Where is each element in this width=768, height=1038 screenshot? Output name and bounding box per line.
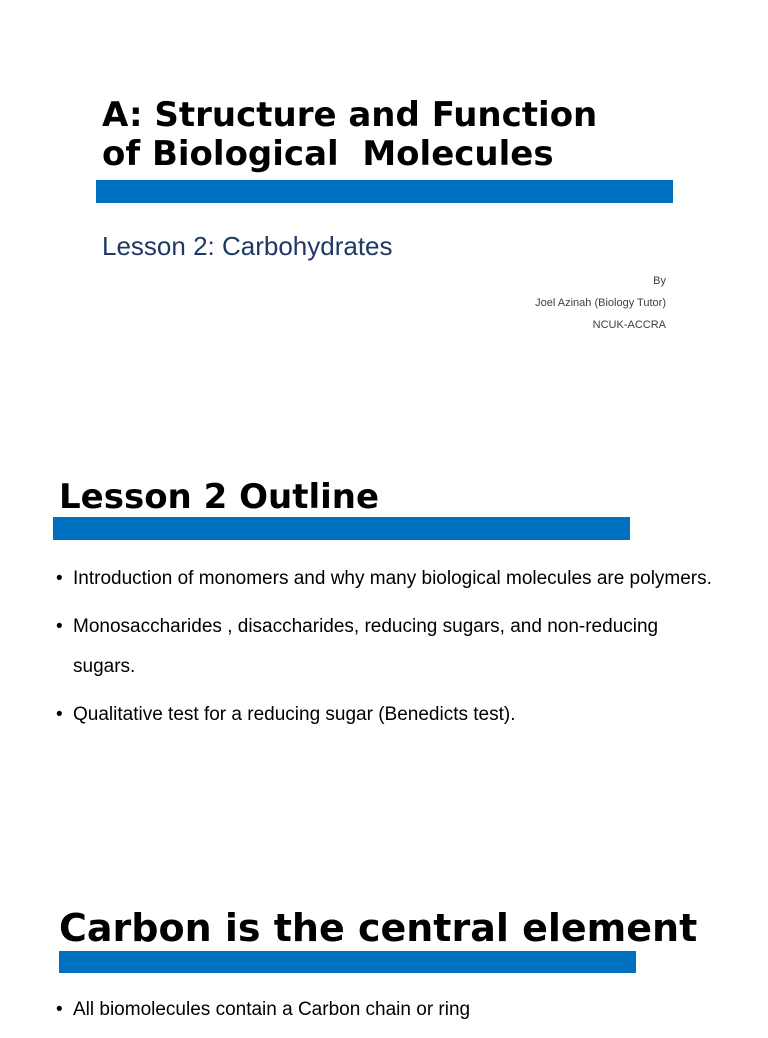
lesson-subtitle: Lesson 2: Carbohydrates (102, 231, 393, 261)
byline-author: Joel Azinah (Biology Tutor) (535, 297, 666, 309)
carbon-bullet-1 (56, 990, 716, 1030)
bullet-icon: • (56, 568, 63, 589)
main-title-line-1: A: Structure and Function (102, 95, 598, 135)
bullet-icon: • (56, 704, 63, 725)
title-slide (0, 0, 768, 440)
carbon-title: Carbon is the central element (59, 906, 698, 950)
main-title-line-2: of Biological Molecules (102, 134, 554, 174)
outline-bullet-3-text: Qualitative test for a reducing sugar (Benedicts test). (73, 704, 516, 725)
bullet-icon: • (56, 616, 63, 637)
bullet-icon: • (56, 999, 63, 1020)
outline-bullet-2-text: Monosaccharides , disaccharides, reducing sugars, and non-reducing sugars. (73, 616, 659, 677)
author-byline (535, 270, 666, 336)
title-accent-bar (96, 180, 673, 203)
outline-bullet-1 (56, 559, 716, 599)
outline-bullet-list (56, 559, 716, 743)
carbon-bullet-1-text: All biomolecules contain a Carbon chain or ring (73, 999, 471, 1020)
main-title (102, 96, 597, 174)
outline-title: Lesson 2 Outline (59, 477, 380, 517)
byline-institution: NCUK-ACCRA (592, 319, 666, 331)
byline-by: By (653, 275, 666, 287)
outline-bullet-1-text: Introduction of monomers and why many biological molecules are polymers. (73, 568, 712, 589)
outline-accent-bar (53, 517, 630, 540)
outline-bullet-3 (56, 695, 716, 735)
carbon-accent-bar (59, 951, 636, 973)
outline-bullet-2 (56, 607, 716, 687)
carbon-bullet-list (56, 990, 716, 1038)
